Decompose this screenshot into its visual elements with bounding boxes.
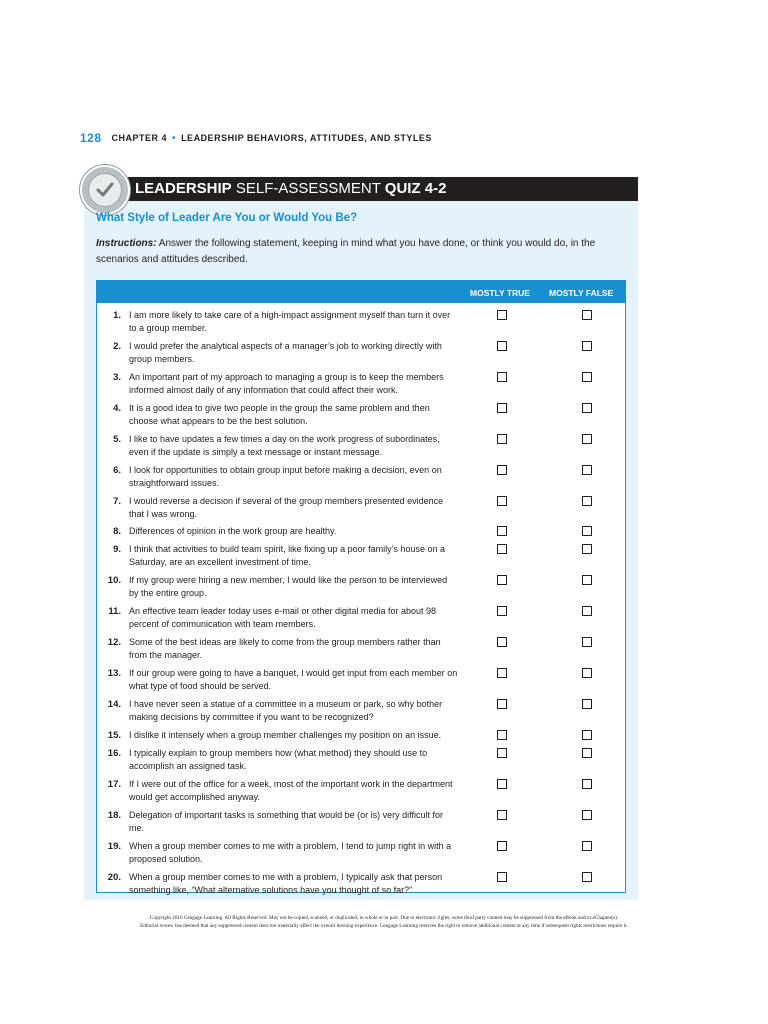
- quiz-item-row: [97, 495, 625, 525]
- instructions: [96, 236, 626, 268]
- running-head: [80, 131, 432, 145]
- mostly-true-checkbox[interactable]: [497, 841, 507, 851]
- instructions-label: Instructions:: [96, 238, 157, 249]
- quiz-title-regular: SELF-ASSESSMENT: [231, 180, 385, 197]
- mostly-true-checkbox[interactable]: [497, 779, 507, 789]
- quiz-item-row: [97, 809, 625, 839]
- quiz-item-row: [97, 636, 625, 666]
- column-mostly-true: MOSTLY TRUE: [470, 288, 530, 298]
- quiz-item-number: 12.: [107, 637, 121, 648]
- quiz-item-number: 4.: [113, 403, 121, 414]
- quiz-table-header: [97, 281, 625, 303]
- mostly-false-checkbox[interactable]: [582, 668, 592, 678]
- mostly-true-checkbox[interactable]: [497, 606, 507, 616]
- quiz-item-text: Differences of opinion in the work group are healthy.: [129, 526, 337, 536]
- mostly-false-checkbox[interactable]: [582, 779, 592, 789]
- mostly-true-checkbox[interactable]: [497, 434, 507, 444]
- mostly-true-checkbox[interactable]: [497, 496, 507, 506]
- mostly-true-checkbox[interactable]: [497, 403, 507, 413]
- quiz-item-number: 19.: [107, 841, 121, 852]
- quiz-item-text: It is a good idea to give two people in the group the same problem and then choose what appears to be the best solution.: [129, 403, 430, 426]
- quiz-item-row: [97, 543, 625, 573]
- checkmark-badge-icon: [80, 165, 130, 215]
- mostly-false-checkbox[interactable]: [582, 341, 592, 351]
- quiz-item-text: I have never seen a statue of a committee in a museum or park, so why bother making decisions by committee if you want to be recognized?: [129, 699, 443, 722]
- mostly-false-checkbox[interactable]: [582, 730, 592, 740]
- quiz-item-text: If my group were hiring a new member, I would like the person to be interviewed by the entire group.: [129, 575, 448, 598]
- quiz-item-text: If I were out of the office for a week, most of the important work in the department would get accomplished anyway.: [129, 779, 453, 802]
- quiz-item-number: 20.: [107, 872, 121, 883]
- mostly-false-checkbox[interactable]: [582, 575, 592, 585]
- quiz-title-bold: LEADERSHIP: [135, 180, 232, 197]
- quiz-title-bar: [91, 177, 638, 201]
- mostly-false-checkbox[interactable]: [582, 465, 592, 475]
- mostly-false-checkbox[interactable]: [582, 496, 592, 506]
- quiz-item-number: 1.: [113, 310, 121, 321]
- copyright-line-2: Editorial review has deemed that any suppressed content does not materially affect the overall learning experience. Cengage Learning reserves the right to remove additional content at any time if subsequent rights restrictions require it.: [140, 923, 628, 929]
- quiz-item-row: [97, 698, 625, 728]
- quiz-item-row: [97, 840, 625, 870]
- quiz-item-row: [97, 871, 625, 901]
- quiz-subtitle: What Style of Leader Are You or Would You Be?: [96, 212, 358, 224]
- mostly-true-checkbox[interactable]: [497, 465, 507, 475]
- quiz-item-number: 18.: [107, 810, 121, 821]
- mostly-false-checkbox[interactable]: [582, 637, 592, 647]
- quiz-item-number: 2.: [113, 341, 121, 352]
- quiz-item-row: [97, 667, 625, 697]
- quiz-item-number: 7.: [113, 496, 121, 507]
- quiz-item-number: 5.: [113, 434, 121, 445]
- column-mostly-false: MOSTLY FALSE: [549, 288, 614, 298]
- mostly-false-checkbox[interactable]: [582, 544, 592, 554]
- mostly-false-checkbox[interactable]: [582, 810, 592, 820]
- mostly-true-checkbox[interactable]: [497, 310, 507, 320]
- quiz-item-text: I think that activities to build team spirit, like fixing up a poor family’s house on a Saturday, are an excellent investment of time.: [129, 544, 445, 567]
- mostly-true-checkbox[interactable]: [497, 372, 507, 382]
- quiz-item-row: [97, 464, 625, 494]
- mostly-true-checkbox[interactable]: [497, 341, 507, 351]
- quiz-item-text: I dislike it intensely when a group member challenges my position on an issue.: [129, 730, 442, 740]
- mostly-false-checkbox[interactable]: [582, 526, 592, 536]
- quiz-item-text: I would prefer the analytical aspects of a manager’s job to working directly with group members.: [129, 341, 442, 364]
- mostly-false-checkbox[interactable]: [582, 310, 592, 320]
- mostly-false-checkbox[interactable]: [582, 372, 592, 382]
- mostly-false-checkbox[interactable]: [582, 699, 592, 709]
- quiz-item-row: [97, 433, 625, 463]
- mostly-false-checkbox[interactable]: [582, 841, 592, 851]
- quiz-item-number: 13.: [107, 668, 121, 679]
- copyright-footer: [40, 914, 728, 930]
- mostly-false-checkbox[interactable]: [582, 606, 592, 616]
- quiz-item-number: 17.: [107, 779, 121, 790]
- mostly-true-checkbox[interactable]: [497, 872, 507, 882]
- quiz-item-number: 16.: [107, 748, 121, 759]
- quiz-item-row: [97, 605, 625, 635]
- quiz-item-text: Delegation of important tasks is something that would be (or is) very difficult for me.: [129, 810, 443, 833]
- quiz-item-row: [97, 778, 625, 808]
- instructions-text: Answer the following statement, keeping in mind what you have done, or think you would do, in the scenarios and attitudes described.: [96, 238, 596, 265]
- quiz-item-text: I like to have updates a few times a day on the work progress of subordinates, even if the update is simply a text message or instant message.: [129, 434, 440, 457]
- mostly-true-checkbox[interactable]: [497, 699, 507, 709]
- quiz-item-row: [97, 309, 625, 339]
- quiz-item-row: [97, 340, 625, 370]
- mostly-true-checkbox[interactable]: [497, 526, 507, 536]
- quiz-item-text: When a group member comes to me with a problem, I typically ask that person something like, “What alternative solutions have you thought of so far?”: [129, 872, 443, 895]
- quiz-item-text: When a group member comes to me with a problem, I tend to jump right in with a proposed solution.: [129, 841, 452, 864]
- bullet-separator: •: [172, 132, 177, 144]
- quiz-number: QUIZ 4-2: [384, 180, 447, 197]
- quiz-item-number: 15.: [107, 730, 121, 741]
- quiz-item-text: I am more likely to take care of a high-impact assignment myself than turn it over to a group member.: [129, 310, 451, 333]
- chapter-title: LEADERSHIP BEHAVIORS, ATTITUDES, AND STYLES: [181, 133, 432, 143]
- quiz-item-text: An effective team leader today uses e-mail or other digital media for about 98 percent of communication with team members.: [129, 606, 437, 629]
- quiz-item-number: 14.: [107, 699, 121, 710]
- quiz-item-row: [97, 747, 625, 777]
- quiz-item-number: 3.: [113, 372, 121, 383]
- copyright-line-1: Copyright 2016 Cengage Learning. All Rights Reserved. May not be copied, scanned, or duplicated, in whole or in part. Due to electronic rights, some third party content may be suppressed from the eBook and/or eChapter(s).: [149, 915, 619, 921]
- quiz-item-number: 9.: [113, 544, 121, 555]
- quiz-item-number: 8.: [113, 526, 121, 537]
- quiz-item-row: [97, 371, 625, 401]
- mostly-true-checkbox[interactable]: [497, 668, 507, 678]
- quiz-item-number: 6.: [113, 465, 121, 476]
- mostly-true-checkbox[interactable]: [497, 544, 507, 554]
- quiz-item-text: I would reverse a decision if several of the group members presented evidence that I was wrong.: [129, 496, 444, 519]
- quiz-item-text: I typically explain to group members how (what method) they should use to accomplish an assigned task.: [129, 748, 428, 771]
- mostly-true-checkbox[interactable]: [497, 748, 507, 758]
- mostly-false-checkbox[interactable]: [582, 872, 592, 882]
- quiz-item-text: I look for opportunities to obtain group input before making a decision, even on straightforward issues.: [129, 465, 442, 488]
- quiz-item-text: An important part of my approach to managing a group is to keep the members informed almost daily of any information that could affect their work.: [129, 372, 444, 395]
- mostly-false-checkbox[interactable]: [582, 434, 592, 444]
- mostly-false-checkbox[interactable]: [582, 403, 592, 413]
- mostly-true-checkbox[interactable]: [497, 637, 507, 647]
- page-number: 128: [80, 131, 102, 145]
- quiz-item-row: [97, 574, 625, 604]
- quiz-table: [96, 280, 626, 893]
- mostly-true-checkbox[interactable]: [497, 730, 507, 740]
- quiz-item-number: 11.: [108, 606, 121, 617]
- chapter-label: CHAPTER 4: [111, 133, 168, 143]
- mostly-false-checkbox[interactable]: [582, 748, 592, 758]
- quiz-item-row: [97, 402, 625, 432]
- quiz-item-number: 10.: [107, 575, 121, 586]
- quiz-item-text: Some of the best ideas are likely to come from the group members rather than from the manager.: [129, 637, 441, 660]
- mostly-true-checkbox[interactable]: [497, 810, 507, 820]
- quiz-item-text: If our group were going to have a banquet, I would get input from each member on what type of food should be served.: [129, 668, 458, 691]
- mostly-true-checkbox[interactable]: [497, 575, 507, 585]
